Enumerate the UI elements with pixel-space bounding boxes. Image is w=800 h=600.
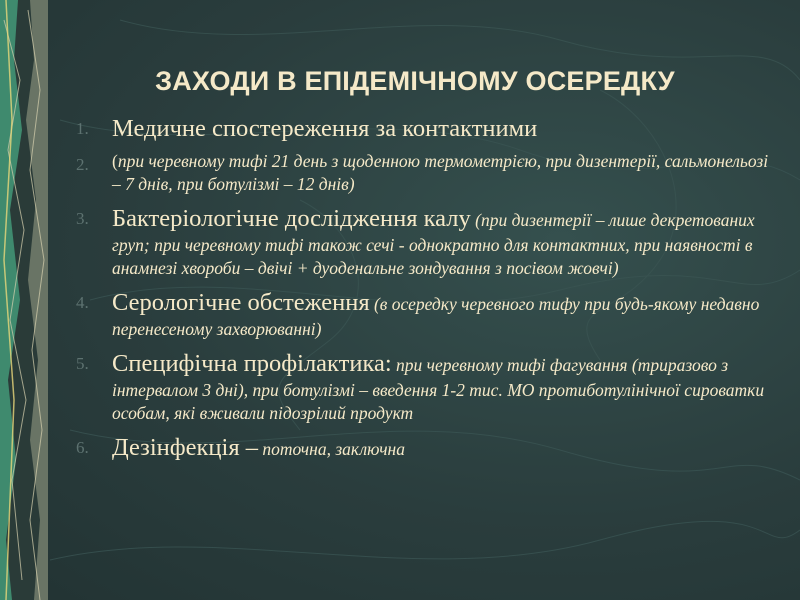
item-detail: (при дизентерії – лише декретованих груп; при черевному тифі також сечі - однократно для контактних, при наявності в анамнезі хвороби – двічі + дуоденальне зондування з посівом жовчі) (112, 210, 755, 279)
item-number: 6. (76, 438, 89, 458)
item-detail: (в осередку черевного тифу при будь-якому недавно перенесеному захворюванні) (112, 294, 760, 339)
item-detail: поточна, заключна (258, 439, 405, 460)
item-detail-open: ( (112, 150, 118, 171)
item-lead: Медичне спостереження за контактними (112, 115, 538, 142)
list-item (76, 433, 776, 463)
list-item (76, 150, 776, 196)
item-detail (112, 150, 776, 196)
item-number: 5. (76, 354, 89, 374)
item-number: 3. (76, 209, 89, 229)
item-lead: Бактеріологічне дослідження калу (112, 205, 471, 233)
list-item (76, 204, 776, 280)
item-lead: Специфічна профілактика: (112, 350, 392, 378)
left-edge-map-strip (0, 0, 48, 600)
item-number: 2. (76, 154, 89, 174)
list-item (76, 349, 776, 425)
item-lead: Серологічне обстеження (112, 289, 370, 317)
item-detail-text: при черевному тифі 21 день з щоденною термометрією, при дизентерії, сальмонельозі – 7 днів, при ботулізмі – 12 днів) (112, 150, 769, 194)
item-detail: при черевному тифі фагування (триразово з інтервалом 3 дні), при ботулізмі – введення 1-2 тис. МО протиботулінічної сироватки особам, які вживали підозрілий продукт (112, 355, 765, 424)
slide-title: ЗАХОДИ В ЕПІДЕМІЧНОМУ ОСЕРЕДКУ (155, 66, 675, 96)
item-lead: Дезінфекція – (112, 434, 258, 462)
list-item (76, 114, 776, 144)
list-item (76, 288, 776, 341)
item-number: 4. (76, 293, 89, 313)
item-number: 1. (76, 119, 89, 138)
measures-list (76, 114, 776, 471)
